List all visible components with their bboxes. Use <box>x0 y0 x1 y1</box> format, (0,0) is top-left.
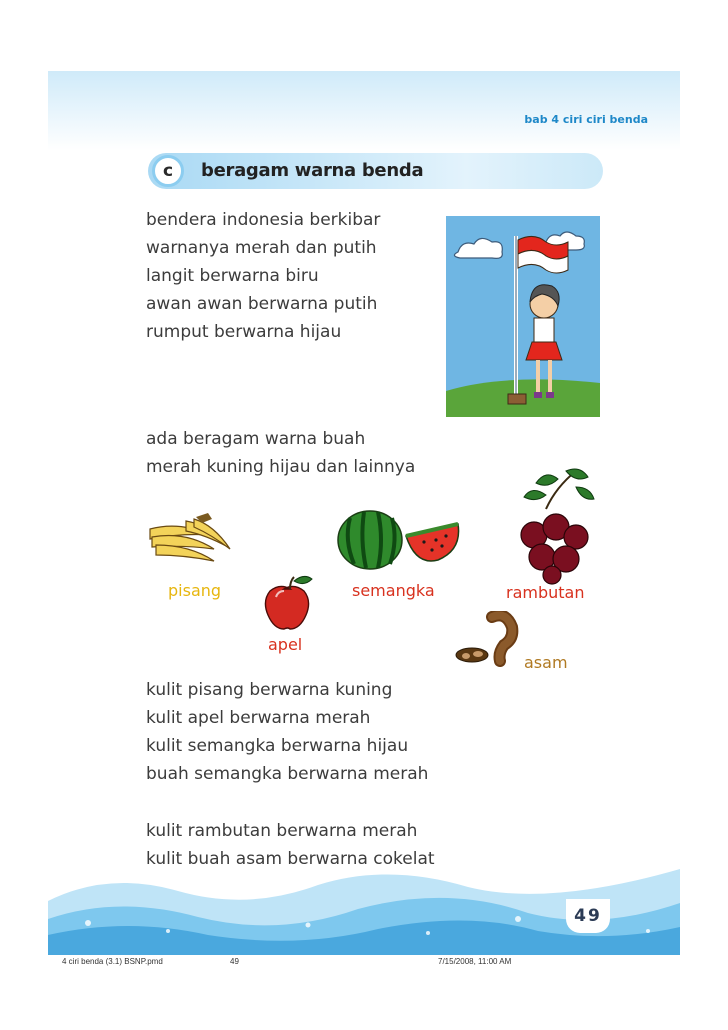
paragraph-fruit-skins <box>146 676 428 788</box>
text-line: kulit buah asam berwarna cokelat <box>146 849 435 869</box>
watermelon-illustration <box>336 506 462 570</box>
text-line: buah semangka berwarna merah <box>146 764 429 784</box>
chapter-header: bab 4 ciri ciri benda <box>524 113 648 126</box>
book-page <box>48 71 680 955</box>
paragraph-fruits-intro <box>146 425 415 481</box>
label-apel: apel <box>268 635 303 654</box>
section-title: beragam warna benda <box>201 160 424 181</box>
rambutan-illustration <box>506 461 602 585</box>
label-pisang: pisang <box>168 581 222 600</box>
text-line: ada beragam warna buah <box>146 429 366 449</box>
text-line: merah kuning hijau dan lainnya <box>146 457 416 477</box>
footer-filename: 4 ciri benda (3.1) BSNP.pmd <box>62 957 163 966</box>
footer-page: 49 <box>230 957 239 966</box>
paragraph-flag <box>146 206 380 346</box>
apple-illustration <box>264 573 316 631</box>
text-line: bendera indonesia berkibar <box>146 210 381 230</box>
label-rambutan: rambutan <box>506 583 585 602</box>
label-semangka: semangka <box>352 581 435 600</box>
footer-timestamp: 7/15/2008, 11:00 AM <box>438 957 512 966</box>
text-line: langit berwarna biru <box>146 266 319 286</box>
text-line: kulit rambutan berwarna merah <box>146 821 418 841</box>
banana-illustration <box>146 511 242 565</box>
text-line: kulit pisang berwarna kuning <box>146 680 393 700</box>
section-letter-badge: c <box>152 155 184 187</box>
text-line: warnanya merah dan putih <box>146 238 377 258</box>
label-asam: asam <box>524 653 568 672</box>
text-line: kulit semangka berwarna hijau <box>146 736 409 756</box>
flag-girl-illustration <box>446 216 600 417</box>
text-line: kulit apel berwarna merah <box>146 708 371 728</box>
tamarind-illustration <box>452 611 528 667</box>
text-line: rumput berwarna hijau <box>146 322 342 342</box>
page-number: 49 <box>566 899 610 933</box>
text-line: awan awan berwarna putih <box>146 294 378 314</box>
